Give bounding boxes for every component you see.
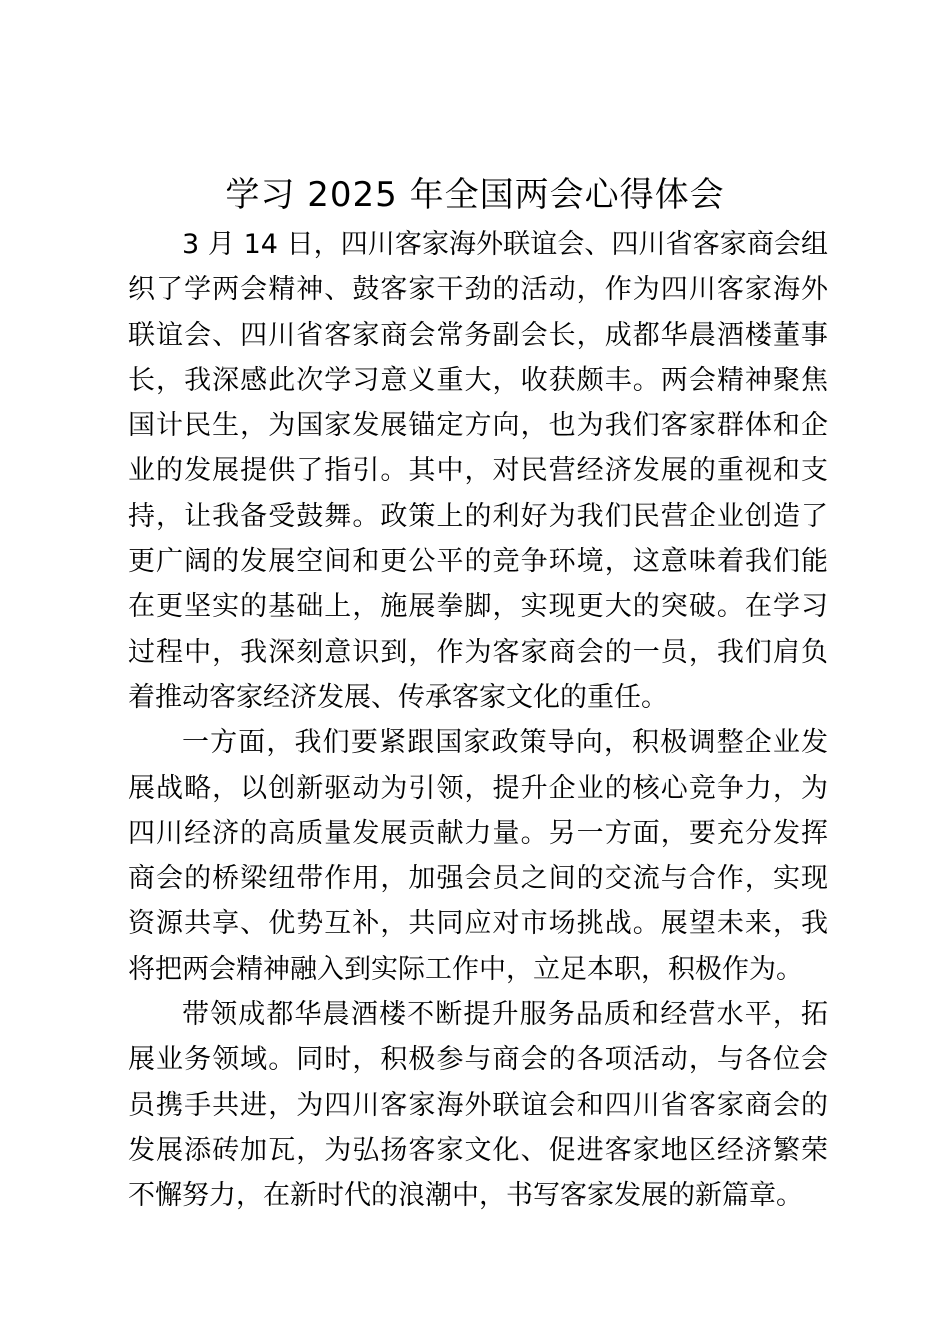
paragraph-1: 3 月 14 日，四川客家海外联谊会、四川省客家商会组织了学两会精神、鼓客家干劲的活动，作为四川客家海外联谊会、四川省客家商会常务副会长，成都华晨酒楼董事长，我深感此次学习意义重大，收获颇丰。两会精神聚焦国计民生，为国家发展锚定方向，也为我们客家群体和企业的发展提供了指引。其中，对民营经济发展的重视和支持，让我备受鼓舞。政策上的利好为我们民营企业创造了更广阔的发展空间和更公平的竞争环境，这意味着我们能在更坚实的基础上，施展拳脚，实现更大的突破。在学习过程中，我深刻意识到，作为客家商会的一员，我们肩负着推动客家经济发展、传承客家文化的重任。 — [128, 229, 828, 713]
paragraph-3: 带领成都华晨酒楼不断提升服务品质和经营水平，拓展业务领域。同时，积极参与商会的各项活动，与各位会员携手共进，为四川客家海外联谊会和四川省客家商会的发展添砖加瓦，为弘扬客家文化、促进客家地区经济繁荣不懈努力，在新时代的浪潮中，书写客家发展的新篇章。 — [128, 999, 828, 1212]
paragraph-2: 一方面，我们要紧跟国家政策导向，积极调整企业发展战略，以创新驱动为引领，提升企业的核心竞争力，为四川经济的高质量发展贡献力量。另一方面，要充分发挥商会的桥梁纽带作用，加强会员之间的交流与合作，实现资源共享、优势互补，共同应对市场挑战。展望未来，我将把两会精神融入到实际工作中，立足本职，积极作为。 — [128, 727, 828, 985]
document-body — [128, 222, 828, 1219]
document-title: 学习 2025 年全国两会心得体会 — [225, 175, 725, 215]
